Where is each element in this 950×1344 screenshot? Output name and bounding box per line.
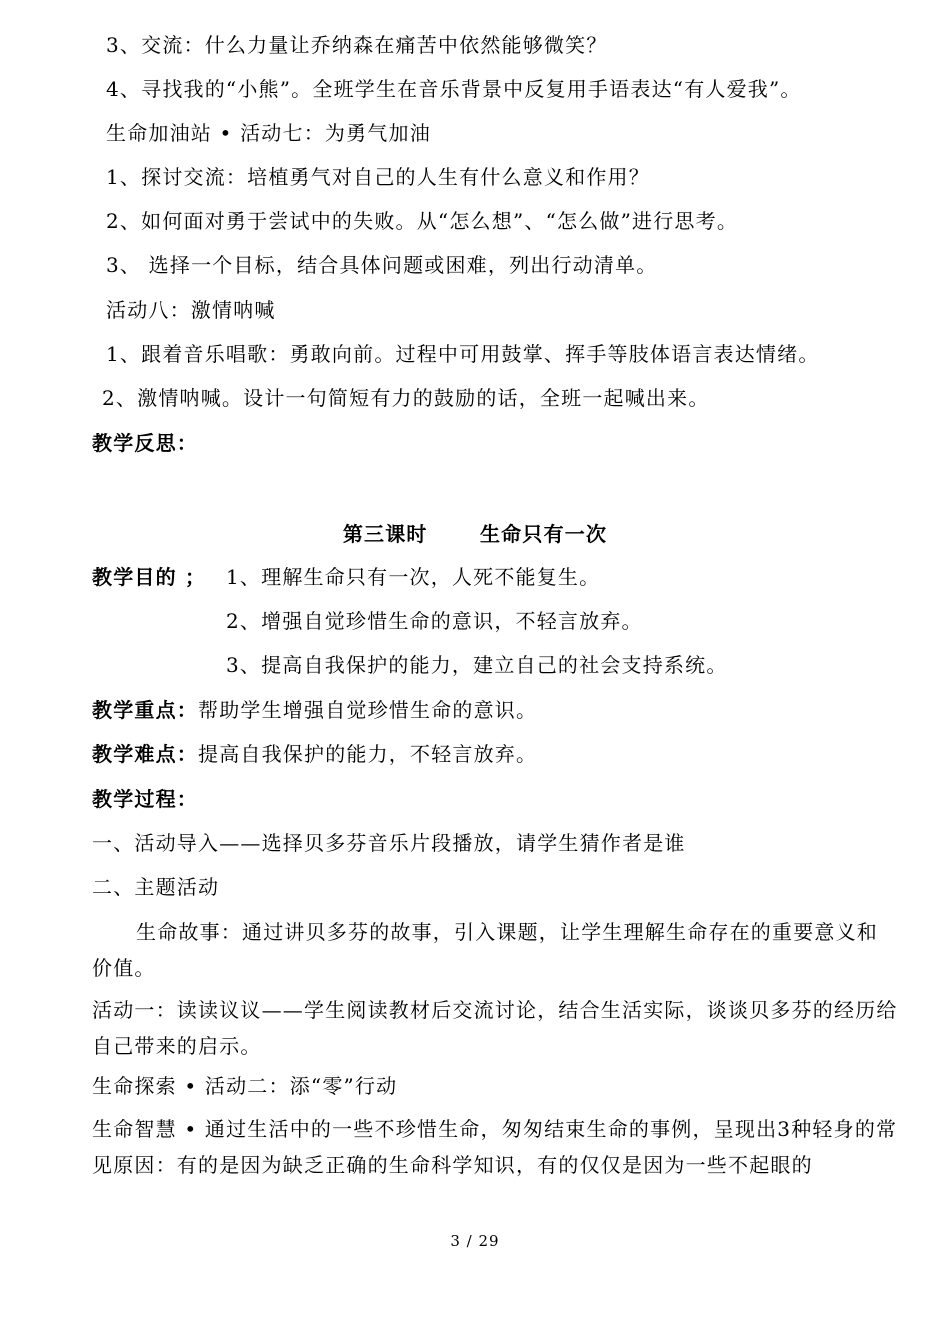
- paragraph-life-story: 生命故事：通过讲贝多芬的故事，引入课题，让学生理解生命存在的重要意义和价值。: [92, 920, 878, 980]
- paragraph-life-wisdom: 生命智慧 • 通过生活中的一些不珍惜生命，匆匆结束生命的事例，呈现出3种轻身的常见原因：有的是因为缺乏正确的生命科学知识，有的仅仅是因为一些不起眼的: [92, 1117, 898, 1177]
- line-goal-3: 3、 选择一个目标，结合具体问题或困难，列出行动清单。: [106, 253, 658, 277]
- page-number: 3 / 29: [450, 1232, 500, 1250]
- process-step-2: 二、主题活动: [92, 875, 220, 899]
- difficulty: [92, 741, 537, 767]
- key-point-text: 帮助学生增强自觉珍惜生命的意识。: [198, 698, 538, 722]
- heading-activity-two: 生命探索 • 活动二：添“零”行动: [92, 1074, 398, 1098]
- difficulty-text: 提高自我保护的能力，不轻言放弃。: [198, 742, 538, 766]
- line-discuss-1: 1、探讨交流：培植勇气对自己的人生有什么意义和作用？: [106, 165, 650, 189]
- paragraph-activity-one: 活动一：读读议议——学生阅读教材后交流讨论，结合生活实际，谈谈贝多芬的经历给自己带来的启示。: [92, 998, 898, 1058]
- line-find-bear-4: 4、寻找我的“小熊”。全班学生在音乐背景中反复用手语表达“有人爱我”。: [106, 77, 802, 101]
- heading-activity-seven: 生命加油站 • 活动七：为勇气加油: [106, 121, 431, 145]
- lesson-title-part2: 生命只有一次: [479, 522, 608, 546]
- lesson-title: [0, 518, 950, 547]
- line-failure-2: 2、如何面对勇于尝试中的失败。从“怎么想”、“怎么做”进行思考。: [106, 209, 739, 233]
- key-point-label: 教学重点：: [92, 698, 198, 722]
- line-shout-2: 2、激情呐喊。设计一句简短有力的鼓励的话，全班一起喊出来。: [102, 386, 710, 410]
- line-exchange-3: 3、交流：什么力量让乔纳森在痛苦中依然能够微笑？: [106, 33, 608, 57]
- objective-item-3: 3、提高自我保护的能力，建立自己的社会支持系统。: [226, 653, 728, 677]
- process-step-1: 一、活动导入——选择贝多芬音乐片段播放，请学生猜作者是谁: [92, 831, 686, 855]
- heading-activity-eight: 活动八：激情呐喊: [106, 298, 276, 322]
- line-sing-1: 1、跟着音乐唱歌：勇敢向前。过程中可用鼓掌、挥手等肢体语言表达情绪。: [106, 342, 820, 366]
- objective-item-2: 2、增强自觉珍惜生命的意识，不轻言放弃。: [226, 609, 643, 633]
- reflection-label: 教学反思：: [92, 431, 198, 455]
- objective-item-1: 1、理解生命只有一次，人死不能复生。: [226, 565, 601, 589]
- key-point: [92, 697, 537, 723]
- objectives-label: 教学目的 ；: [92, 565, 207, 589]
- lesson-title-part1: 第三课时: [342, 522, 428, 546]
- process-label: 教学过程：: [92, 787, 198, 811]
- difficulty-label: 教学难点：: [92, 742, 198, 766]
